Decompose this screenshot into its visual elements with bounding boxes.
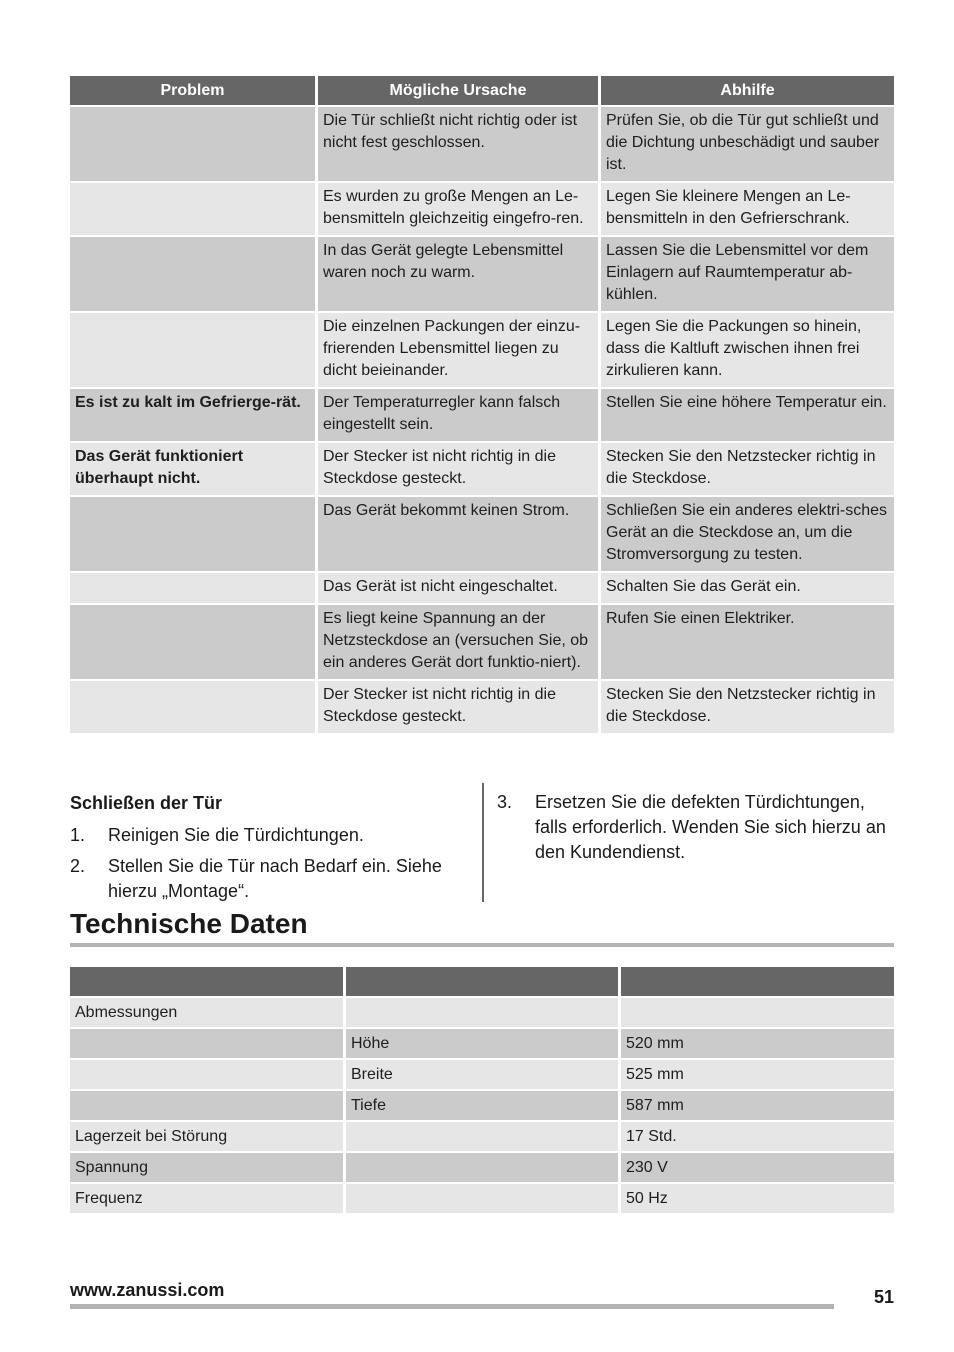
table-row bbox=[70, 313, 894, 389]
spec-name-cell: Spannung bbox=[70, 1153, 346, 1184]
problem-cell bbox=[70, 237, 318, 313]
step-number: 2. bbox=[70, 856, 86, 876]
spec-name-cell bbox=[70, 1060, 346, 1091]
footer-website-url: www.zanussi.com bbox=[70, 1280, 225, 1300]
cause-cell: Der Stecker ist nicht richtig in die Steckdose gesteckt. bbox=[318, 681, 601, 735]
table-row bbox=[70, 389, 894, 443]
problem-cell bbox=[70, 605, 318, 681]
page-number: 51 bbox=[873, 1287, 894, 1307]
header-cell bbox=[346, 967, 621, 998]
step-number: 1. bbox=[70, 825, 86, 845]
cause-cell: Das Gerät bekommt keinen Strom. bbox=[318, 497, 601, 573]
header-cell bbox=[621, 967, 894, 998]
problem-cell bbox=[70, 107, 318, 183]
table-row bbox=[70, 183, 894, 237]
spec-sub-cell: Höhe bbox=[346, 1029, 621, 1060]
problem-cell bbox=[70, 497, 318, 573]
table-row bbox=[70, 1184, 894, 1215]
table-row bbox=[70, 1060, 894, 1091]
table-row bbox=[70, 1122, 894, 1153]
spec-name-cell: Abmessungen bbox=[70, 998, 346, 1029]
table-row bbox=[70, 237, 894, 313]
table-row bbox=[70, 998, 894, 1029]
table-row bbox=[70, 497, 894, 573]
door-section-heading: Schließen der Tür bbox=[70, 793, 223, 813]
problem-cell bbox=[70, 681, 318, 735]
spec-sub-cell bbox=[346, 1153, 621, 1184]
table-row bbox=[70, 107, 894, 183]
problem-cell: Es ist zu kalt im Gefrierge-rät. bbox=[70, 389, 318, 443]
remedy-cell: Legen Sie kleinere Mengen an Le-bensmitteln in den Gefrierschrank. bbox=[601, 183, 894, 237]
step-number: 3. bbox=[497, 792, 513, 812]
table-header-row bbox=[70, 76, 894, 107]
cause-cell: Es liegt keine Spannung an der Netzsteckdose an (versuchen Sie, ob ein anderes Gerät dort funktio-niert). bbox=[318, 605, 601, 681]
cause-cell: Es wurden zu große Mengen an Le-bensmitteln gleichzeitig eingefro-ren. bbox=[318, 183, 601, 237]
spec-value-cell: 587 mm bbox=[621, 1091, 894, 1122]
spec-sub-cell bbox=[346, 998, 621, 1029]
spec-sub-cell: Breite bbox=[346, 1060, 621, 1091]
remedy-cell: Stellen Sie eine höhere Temperatur ein. bbox=[601, 389, 894, 443]
spec-name-cell: Lagerzeit bei Störung bbox=[70, 1122, 346, 1153]
troubleshooting-table bbox=[70, 76, 894, 735]
spec-value-cell bbox=[621, 998, 894, 1029]
step-text: Stellen Sie die Tür nach Bedarf ein. Siehe hierzu „Montage“. bbox=[108, 856, 442, 901]
cause-cell: In das Gerät gelegte Lebensmittel waren noch zu warm. bbox=[318, 237, 601, 313]
header-problem: Problem bbox=[70, 76, 318, 107]
table-header-row bbox=[70, 967, 894, 998]
cause-cell: Der Stecker ist nicht richtig in die Steckdose gesteckt. bbox=[318, 443, 601, 497]
spec-value-cell: 17 Std. bbox=[621, 1122, 894, 1153]
remedy-cell: Prüfen Sie, ob die Tür gut schließt und die Dichtung unbeschädigt und sauber ist. bbox=[601, 107, 894, 183]
remedy-cell: Schließen Sie ein anderes elektri-sches Gerät an die Steckdose an, um die Stromversorgung zu testen. bbox=[601, 497, 894, 573]
table-row bbox=[70, 1153, 894, 1184]
table-row bbox=[70, 443, 894, 497]
spec-value-cell: 520 mm bbox=[621, 1029, 894, 1060]
cause-cell: Das Gerät ist nicht eingeschaltet. bbox=[318, 573, 601, 605]
door-section-left-column bbox=[70, 790, 470, 910]
table-row bbox=[70, 1091, 894, 1122]
remedy-cell: Lassen Sie die Lebensmittel vor dem Einlagern auf Raumtemperatur ab-kühlen. bbox=[601, 237, 894, 313]
table-row bbox=[70, 605, 894, 681]
spec-value-cell: 50 Hz bbox=[621, 1184, 894, 1215]
table-row bbox=[70, 573, 894, 605]
step-text: Reinigen Sie die Türdichtungen. bbox=[108, 825, 364, 845]
spec-value-cell: 525 mm bbox=[621, 1060, 894, 1091]
header-cause: Mögliche Ursache bbox=[318, 76, 601, 107]
remedy-cell: Schalten Sie das Gerät ein. bbox=[601, 573, 894, 605]
heading-rule bbox=[70, 943, 894, 947]
remedy-cell: Rufen Sie einen Elektriker. bbox=[601, 605, 894, 681]
remedy-cell: Stecken Sie den Netzstecker richtig in die Steckdose. bbox=[601, 681, 894, 735]
header-cell bbox=[70, 967, 346, 998]
cause-cell: Die einzelnen Packungen der einzu-frierenden Lebensmittel liegen zu dicht beieinander. bbox=[318, 313, 601, 389]
step-text: Ersetzen Sie die defekten Türdichtungen, falls erforderlich. Wenden Sie sich hierzu an den Kundendienst. bbox=[535, 792, 886, 862]
spec-sub-cell: Tiefe bbox=[346, 1091, 621, 1122]
remedy-cell: Stecken Sie den Netzstecker richtig in die Steckdose. bbox=[601, 443, 894, 497]
remedy-cell: Legen Sie die Packungen so hinein, dass die Kaltluft zwischen ihnen frei zirkulieren kann. bbox=[601, 313, 894, 389]
problem-cell: Das Gerät funktioniert überhaupt nicht. bbox=[70, 443, 318, 497]
problem-cell bbox=[70, 313, 318, 389]
footer-rule bbox=[70, 1304, 834, 1309]
table-row bbox=[70, 681, 894, 735]
cause-cell: Der Temperaturregler kann falsch eingestellt sein. bbox=[318, 389, 601, 443]
spec-name-cell bbox=[70, 1091, 346, 1122]
tech-data-heading: Technische Daten bbox=[70, 908, 308, 939]
list-item bbox=[497, 790, 887, 865]
door-section-right-column bbox=[497, 790, 887, 871]
list-item bbox=[70, 823, 470, 848]
list-item bbox=[70, 854, 470, 904]
spec-name-cell bbox=[70, 1029, 346, 1060]
spec-sub-cell bbox=[346, 1122, 621, 1153]
table-row bbox=[70, 1029, 894, 1060]
spec-name-cell: Frequenz bbox=[70, 1184, 346, 1215]
cause-cell: Die Tür schließt nicht richtig oder ist nicht fest geschlossen. bbox=[318, 107, 601, 183]
header-remedy: Abhilfe bbox=[601, 76, 894, 107]
problem-cell bbox=[70, 573, 318, 605]
spec-sub-cell bbox=[346, 1184, 621, 1215]
column-divider bbox=[482, 783, 484, 902]
spec-value-cell: 230 V bbox=[621, 1153, 894, 1184]
problem-cell bbox=[70, 183, 318, 237]
technical-data-table bbox=[70, 967, 894, 1215]
